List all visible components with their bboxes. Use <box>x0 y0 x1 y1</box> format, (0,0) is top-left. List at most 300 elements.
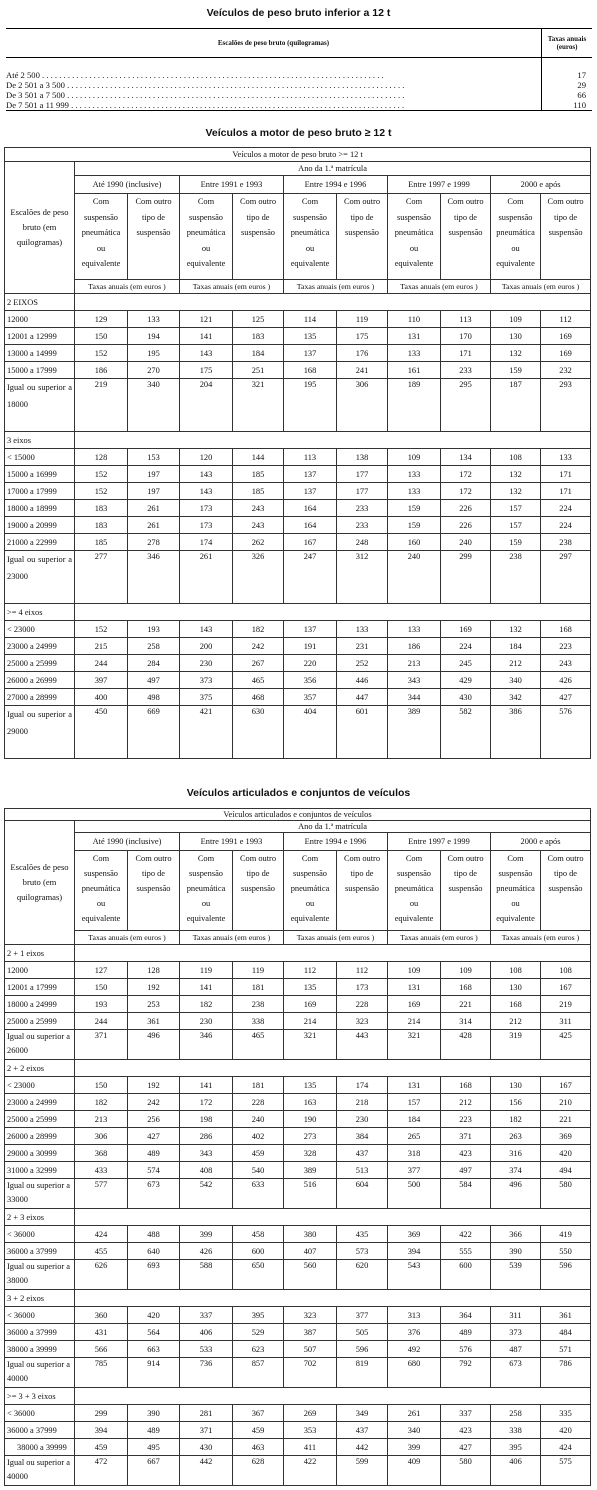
weight-range-label: Igual ou superior a 26000 <box>5 1030 75 1060</box>
tax-value: 437 <box>337 1145 388 1162</box>
tax-value: 349 <box>337 1405 388 1422</box>
tax-value: 228 <box>337 996 388 1013</box>
tax-value: 212 <box>491 655 541 672</box>
tax-value: 533 <box>180 1341 233 1358</box>
table-row <box>5 1145 591 1162</box>
tax-value: 261 <box>128 500 180 517</box>
tax-value: 108 <box>541 962 591 979</box>
tax-value: 182 <box>491 1111 541 1128</box>
year-header: Ano da 1.ª matrícula <box>75 162 591 176</box>
tax-value: 513 <box>337 1162 388 1179</box>
tax-value: 431 <box>75 1324 128 1341</box>
weight-range-label: 17000 a 17999 <box>5 483 75 500</box>
motor-vehicles-grid <box>4 147 591 759</box>
tax-value: 465 <box>233 1030 284 1060</box>
tax-value: 399 <box>180 1226 233 1243</box>
tax-value: 137 <box>284 621 337 638</box>
tax-value: 299 <box>75 1405 128 1422</box>
tax-value: 663 <box>128 1341 180 1358</box>
tax-value: 192 <box>128 1077 180 1094</box>
weight-range-label: 25000 a 25999 <box>5 1013 75 1030</box>
tax-value: 143 <box>180 345 233 362</box>
tax-value: 455 <box>75 1243 128 1260</box>
table-row <box>5 362 591 379</box>
tax-value: 127 <box>75 962 128 979</box>
tax-value: 550 <box>541 1243 591 1260</box>
tax-value: 427 <box>128 1128 180 1145</box>
weight-range-label: Até 2 500 . . . . . . . . . . . . . . . . . . . . . . . . . . . . . . . . . . . . . . . . . . . . . . . . . . . . . . . . . . . . . . . . . . . . . . . . . . . . . . . . <box>6 70 542 80</box>
group-row <box>5 432 591 449</box>
tax-value: 224 <box>441 638 491 655</box>
tax-value: 169 <box>541 345 591 362</box>
tax-value: 323 <box>284 1307 337 1324</box>
table1-row <box>6 100 592 110</box>
suspension-other-header: Com outro tipo de suspensão <box>233 851 284 931</box>
weight-range-label: 15000 a 16999 <box>5 466 75 483</box>
tax-value: 159 <box>388 500 441 517</box>
weight-range-label: 23000 a 24999 <box>5 1094 75 1111</box>
tax-value: 132 <box>491 345 541 362</box>
table1-row <box>6 80 592 90</box>
tax-value: 109 <box>388 962 441 979</box>
tax-value: 182 <box>233 621 284 638</box>
table-row <box>5 328 591 345</box>
tax-value: 168 <box>541 621 591 638</box>
row-header-weight: Escalões de peso bruto (em quilogramas) <box>5 162 75 294</box>
tax-value: 173 <box>180 500 233 517</box>
tax-value: 240 <box>388 551 441 604</box>
tax-value: 143 <box>180 621 233 638</box>
tax-value: 389 <box>284 1162 337 1179</box>
tax-value: 233 <box>441 362 491 379</box>
tax-value: 261 <box>128 517 180 534</box>
tax-value: 112 <box>284 962 337 979</box>
tax-value: 424 <box>75 1226 128 1243</box>
tax-value: 472 <box>75 1456 128 1486</box>
tax-value: 230 <box>180 655 233 672</box>
axle-group-label: >= 3 + 3 eixos <box>5 1388 75 1405</box>
tax-value: 174 <box>180 534 233 551</box>
group-spacer <box>75 1388 591 1405</box>
tax-value: 164 <box>284 517 337 534</box>
table1-header <box>6 29 592 58</box>
tax-value: 669 <box>128 706 180 759</box>
tax-value: 505 <box>337 1324 388 1341</box>
annual-tax-header: Taxas anuais (em euros ) <box>284 931 388 945</box>
tax-value: 314 <box>441 1013 491 1030</box>
tax-value: 386 <box>491 706 541 759</box>
tax-value: 132 <box>491 621 541 638</box>
axle-group-label: >= 4 eixos <box>5 604 75 621</box>
axle-group-label: 2 EIXOS <box>5 294 75 311</box>
tax-value: 364 <box>441 1307 491 1324</box>
annual-tax-value: 17 <box>577 70 586 80</box>
annual-tax-header: Taxas anuais (em euros ) <box>284 280 388 294</box>
table-row <box>5 1013 591 1030</box>
tax-value: 447 <box>337 689 388 706</box>
tax-value: 169 <box>441 621 491 638</box>
tax-value: 540 <box>233 1162 284 1179</box>
table-row <box>5 706 591 759</box>
suspension-pneumatic-header: Com suspensão pneumática ou equivalente <box>284 851 337 931</box>
tax-value: 316 <box>491 1145 541 1162</box>
tax-value: 373 <box>180 672 233 689</box>
tax-value: 419 <box>541 1226 591 1243</box>
tax-value: 169 <box>541 328 591 345</box>
group-spacer <box>75 1290 591 1307</box>
tax-value: 588 <box>180 1260 233 1290</box>
tax-value: 323 <box>337 1013 388 1030</box>
tax-value: 427 <box>441 1439 491 1456</box>
tax-value: 560 <box>284 1260 337 1290</box>
tax-value: 177 <box>337 466 388 483</box>
tax-value: 360 <box>75 1307 128 1324</box>
table2-title: Veículos a motor de peso bruto ≥ 12 t <box>205 127 392 139</box>
tax-value: 564 <box>128 1324 180 1341</box>
tax-value: 269 <box>284 1405 337 1422</box>
weight-range-label: Igual ou superior a 40000 <box>5 1456 75 1486</box>
tax-value: 600 <box>441 1260 491 1290</box>
tax-value: 240 <box>441 534 491 551</box>
table-row <box>5 345 591 362</box>
group-spacer <box>75 1060 591 1077</box>
tax-value: 193 <box>128 621 180 638</box>
tax-value: 128 <box>75 449 128 466</box>
tax-value: 183 <box>233 328 284 345</box>
tax-value: 633 <box>233 1179 284 1209</box>
weight-range-label: 12000 <box>5 311 75 328</box>
tax-value: 185 <box>233 466 284 483</box>
table1-col-tax: Taxas anuais (euros) <box>547 35 587 51</box>
suspension-other-header: Com outro tipo de suspensão <box>128 194 180 280</box>
tax-value: 340 <box>491 672 541 689</box>
tax-value: 109 <box>441 962 491 979</box>
tax-value: 185 <box>75 534 128 551</box>
tax-value: 596 <box>337 1341 388 1358</box>
tax-value: 244 <box>75 1013 128 1030</box>
tax-value: 421 <box>180 706 233 759</box>
tax-value: 340 <box>388 1422 441 1439</box>
table1-body <box>6 70 592 110</box>
tax-value: 121 <box>180 311 233 328</box>
tax-value: 181 <box>233 979 284 996</box>
tax-value: 406 <box>180 1324 233 1341</box>
tax-value: 108 <box>491 449 541 466</box>
tax-value: 213 <box>388 655 441 672</box>
tax-value: 133 <box>388 345 441 362</box>
tax-value: 404 <box>284 706 337 759</box>
tax-value: 497 <box>441 1162 491 1179</box>
tax-value: 785 <box>75 1358 128 1388</box>
tax-value: 183 <box>75 500 128 517</box>
tax-value: 389 <box>388 706 441 759</box>
tax-value: 224 <box>541 517 591 534</box>
tax-value: 175 <box>180 362 233 379</box>
tax-value: 144 <box>233 449 284 466</box>
suspension-other-header: Com outro tipo de suspensão <box>541 851 591 931</box>
weight-range-label: 26000 a 28999 <box>5 1128 75 1145</box>
suspension-other-header: Com outro tipo de suspensão <box>441 194 491 280</box>
tax-value: 135 <box>284 979 337 996</box>
table3-title: Veículos articulados e conjuntos de veículos <box>186 787 411 799</box>
weight-range-label: 27000 a 28999 <box>5 689 75 706</box>
annual-tax-header: Taxas anuais (em euros ) <box>75 931 180 945</box>
period-header: Entre 1991 e 1993 <box>180 176 284 194</box>
group-spacer <box>75 294 591 311</box>
tax-value: 112 <box>337 962 388 979</box>
tax-value: 459 <box>233 1145 284 1162</box>
suspension-pneumatic-header: Com suspensão pneumática ou equivalente <box>491 194 541 280</box>
weight-range-label: < 23000 <box>5 621 75 638</box>
suspension-other-header: Com outro tipo de suspensão <box>128 851 180 931</box>
tax-value: 143 <box>180 466 233 483</box>
row-header-weight: Escalões de peso bruto (em quilogramas) <box>5 821 75 945</box>
tax-value: 786 <box>541 1358 591 1388</box>
tax-value: 494 <box>541 1162 591 1179</box>
tax-value: 529 <box>233 1324 284 1341</box>
period-header: 2000 e após <box>491 176 591 194</box>
axle-group-label: 3 eixos <box>5 432 75 449</box>
tax-value: 442 <box>337 1439 388 1456</box>
tax-value: 488 <box>128 1226 180 1243</box>
weight-range-label: 21000 a 22999 <box>5 534 75 551</box>
tax-value: 497 <box>128 672 180 689</box>
tax-value: 133 <box>128 311 180 328</box>
tax-value: 368 <box>75 1145 128 1162</box>
tax-value: 584 <box>441 1179 491 1209</box>
suspension-other-header: Com outro tipo de suspensão <box>337 194 388 280</box>
tax-value: 443 <box>337 1030 388 1060</box>
tax-value: 367 <box>233 1405 284 1422</box>
tax-value: 390 <box>491 1243 541 1260</box>
tax-value: 489 <box>441 1324 491 1341</box>
tax-value: 171 <box>541 466 591 483</box>
tax-value: 152 <box>75 345 128 362</box>
tax-value: 409 <box>388 1456 441 1486</box>
tax-value: 168 <box>441 979 491 996</box>
tax-value: 428 <box>441 1030 491 1060</box>
tax-value: 736 <box>180 1358 233 1388</box>
tax-value: 306 <box>75 1128 128 1145</box>
tax-value: 141 <box>180 979 233 996</box>
tax-value: 423 <box>441 1145 491 1162</box>
weight-range-label: 23000 a 24999 <box>5 638 75 655</box>
tax-value: 459 <box>233 1422 284 1439</box>
tax-value: 433 <box>75 1162 128 1179</box>
table-row <box>5 1030 591 1060</box>
tax-value: 343 <box>180 1145 233 1162</box>
articulated-vehicles-grid <box>4 808 591 1486</box>
tax-value: 177 <box>337 483 388 500</box>
tax-value: 132 <box>491 483 541 500</box>
table-row <box>5 1226 591 1243</box>
weight-range-label: De 3 501 a 7 500 . . . . . . . . . . . . . . . . . . . . . . . . . . . . . . . . . . . . . . . . . . . . . . . . . . . . . . . . . . . . . . . . . . . . . . . . . . . . . . . <box>6 90 542 100</box>
suspension-pneumatic-header: Com suspensão pneumática ou equivalente <box>180 851 233 931</box>
table-row <box>5 1128 591 1145</box>
tax-value: 133 <box>388 621 441 638</box>
weight-range-label: Igual ou superior a 23000 <box>5 551 75 604</box>
tax-value: 582 <box>441 706 491 759</box>
tax-value: 673 <box>491 1358 541 1388</box>
annual-tax-header: Taxas anuais (em euros ) <box>491 280 591 294</box>
tax-value: 138 <box>337 449 388 466</box>
tax-value: 212 <box>491 1013 541 1030</box>
tax-value: 426 <box>180 1243 233 1260</box>
tax-value: 628 <box>233 1456 284 1486</box>
tax-value: 238 <box>491 551 541 604</box>
axle-group-label: 2 + 3 eixos <box>5 1209 75 1226</box>
tax-value: 167 <box>541 979 591 996</box>
tax-value: 159 <box>388 517 441 534</box>
tax-value: 135 <box>284 328 337 345</box>
tax-value: 430 <box>180 1439 233 1456</box>
tax-value: 286 <box>180 1128 233 1145</box>
tax-value: 278 <box>128 534 180 551</box>
tax-value: 168 <box>491 996 541 1013</box>
tax-value: 109 <box>388 449 441 466</box>
tax-value: 596 <box>541 1260 591 1290</box>
tax-value: 130 <box>491 979 541 996</box>
tax-value: 186 <box>75 362 128 379</box>
tax-value: 184 <box>491 638 541 655</box>
tax-value: 459 <box>75 1439 128 1456</box>
tax-value: 181 <box>233 1077 284 1094</box>
tax-value: 243 <box>233 500 284 517</box>
table-row <box>5 1456 591 1486</box>
tax-value: 573 <box>337 1243 388 1260</box>
tax-value: 187 <box>491 379 541 432</box>
group-row <box>5 1388 591 1405</box>
tax-value: 131 <box>388 1077 441 1094</box>
tax-value: 498 <box>128 689 180 706</box>
tax-value: 321 <box>388 1030 441 1060</box>
tax-value: 311 <box>541 1013 591 1030</box>
tax-value: 458 <box>233 1226 284 1243</box>
tax-value: 270 <box>128 362 180 379</box>
tax-value: 197 <box>128 483 180 500</box>
tax-value: 430 <box>441 689 491 706</box>
tax-value: 427 <box>541 689 591 706</box>
tax-value: 125 <box>233 311 284 328</box>
tax-value: 319 <box>491 1030 541 1060</box>
year-header: Ano da 1.ª matrícula <box>75 821 591 833</box>
suspension-pneumatic-header: Com suspensão pneumática ou equivalente <box>284 194 337 280</box>
tax-value: 424 <box>541 1439 591 1456</box>
weight-range-label: 12001 a 12999 <box>5 328 75 345</box>
tax-value: 338 <box>233 1013 284 1030</box>
tax-value: 442 <box>180 1456 233 1486</box>
tax-value: 857 <box>233 1358 284 1388</box>
suspension-other-header: Com outro tipo de suspensão <box>541 194 591 280</box>
tax-value: 133 <box>337 621 388 638</box>
tax-value: 394 <box>75 1422 128 1439</box>
tax-value: 167 <box>284 534 337 551</box>
table-row <box>5 449 591 466</box>
tax-value: 337 <box>441 1405 491 1422</box>
tax-value: 390 <box>128 1405 180 1422</box>
tax-value: 152 <box>75 621 128 638</box>
tax-value: 429 <box>441 672 491 689</box>
tax-value: 420 <box>541 1422 591 1439</box>
tax-value: 399 <box>388 1439 441 1456</box>
tax-value: 152 <box>75 466 128 483</box>
tax-value: 171 <box>441 345 491 362</box>
suspension-other-header: Com outro tipo de suspensão <box>441 851 491 931</box>
tax-value: 577 <box>75 1179 128 1209</box>
tax-value: 338 <box>491 1422 541 1439</box>
tax-value: 253 <box>128 996 180 1013</box>
tax-value: 293 <box>541 379 591 432</box>
period-header: Até 1990 (inclusive) <box>75 833 180 851</box>
tax-value: 141 <box>180 1077 233 1094</box>
tax-value: 326 <box>233 551 284 604</box>
tax-value: 256 <box>128 1111 180 1128</box>
tax-value: 487 <box>491 1341 541 1358</box>
tax-value: 133 <box>388 483 441 500</box>
annual-tax-header: Taxas anuais (em euros ) <box>388 931 491 945</box>
group-row <box>5 1060 591 1077</box>
tax-value: 623 <box>233 1341 284 1358</box>
tax-value: 299 <box>441 551 491 604</box>
tax-value: 173 <box>180 517 233 534</box>
tax-value: 175 <box>337 328 388 345</box>
weight-range-label: 25000 a 25999 <box>5 1111 75 1128</box>
tax-value: 328 <box>284 1145 337 1162</box>
tax-value: 247 <box>284 551 337 604</box>
table-row <box>5 1405 591 1422</box>
table-row <box>5 1324 591 1341</box>
tax-value: 238 <box>233 996 284 1013</box>
table-row <box>5 534 591 551</box>
tax-value: 604 <box>337 1179 388 1209</box>
tax-value: 342 <box>491 689 541 706</box>
annual-tax-header: Taxas anuais (em euros ) <box>491 931 591 945</box>
tax-value: 183 <box>75 517 128 534</box>
tax-value: 132 <box>491 466 541 483</box>
tax-value: 407 <box>284 1243 337 1260</box>
suspension-pneumatic-header: Com suspensão pneumática ou equivalente <box>388 851 441 931</box>
tax-value: 321 <box>233 379 284 432</box>
tax-value: 281 <box>180 1405 233 1422</box>
weight-range-label: Igual ou superior a 33000 <box>5 1179 75 1209</box>
weight-range-label: 13000 a 14999 <box>5 345 75 362</box>
table-row <box>5 1341 591 1358</box>
tax-value: 120 <box>180 449 233 466</box>
tax-value: 135 <box>284 1077 337 1094</box>
tax-value: 626 <box>75 1260 128 1290</box>
tax-value: 356 <box>284 672 337 689</box>
tax-value: 152 <box>75 483 128 500</box>
tax-value: 420 <box>128 1307 180 1324</box>
annual-tax-value: 29 <box>577 80 586 90</box>
table-row <box>5 1111 591 1128</box>
table-row <box>5 638 591 655</box>
tax-value: 277 <box>75 551 128 604</box>
weight-range-label: Igual ou superior a 29000 <box>5 706 75 759</box>
tax-value: 539 <box>491 1260 541 1290</box>
tax-value: 131 <box>388 328 441 345</box>
tax-value: 137 <box>284 466 337 483</box>
tax-value: 468 <box>233 689 284 706</box>
table-row <box>5 466 591 483</box>
tax-value: 361 <box>128 1013 180 1030</box>
tax-value: 204 <box>180 379 233 432</box>
group-row <box>5 604 591 621</box>
tax-value: 232 <box>541 362 591 379</box>
tax-value: 914 <box>128 1358 180 1388</box>
weight-range-label: 38000 a 39999 <box>5 1341 75 1358</box>
tax-value: 258 <box>128 638 180 655</box>
